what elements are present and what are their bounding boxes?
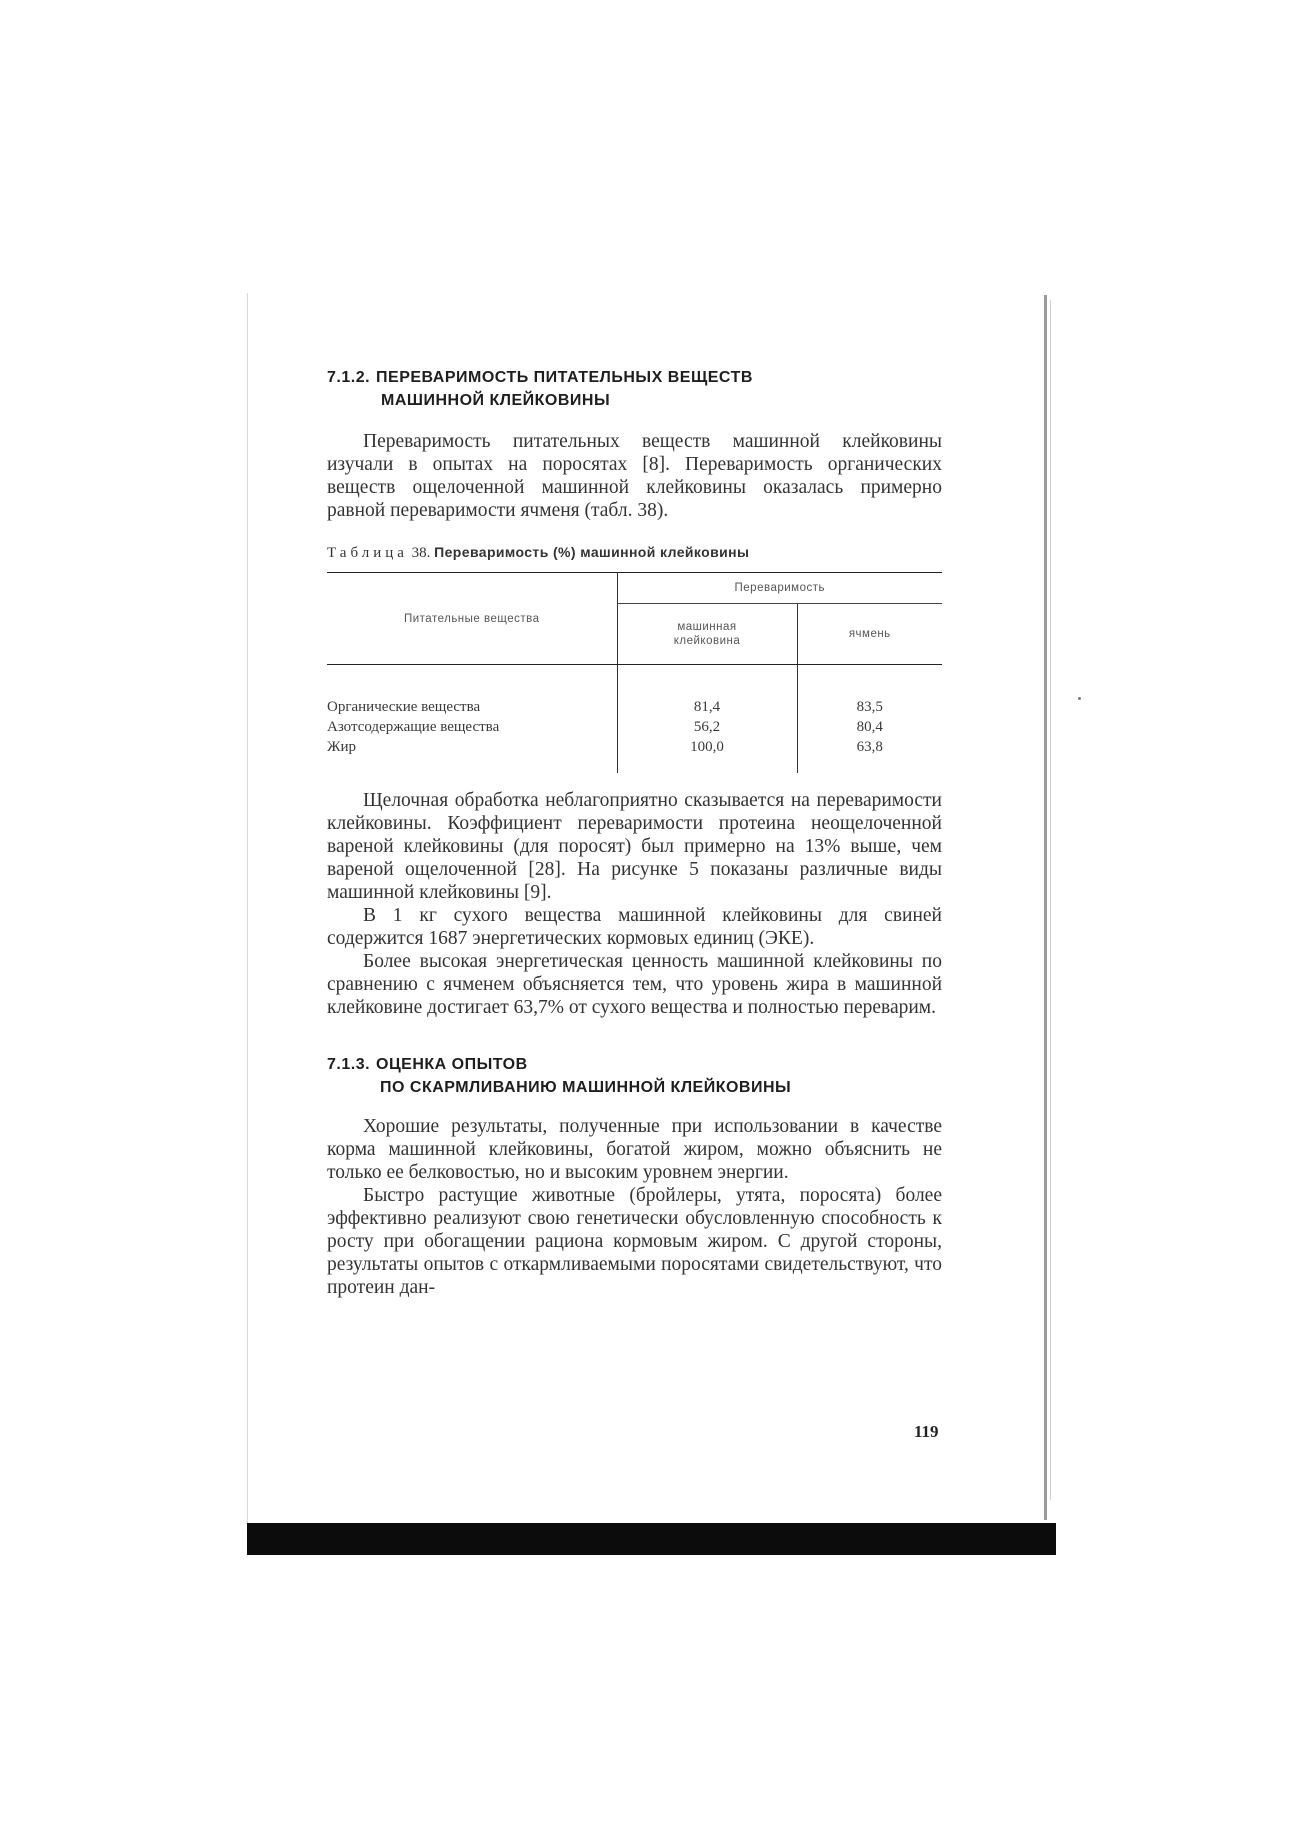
section-number: 7.1.2. bbox=[327, 369, 371, 386]
section-title-line2: ПО СКАРМЛИВАНИЮ МАШИННОЙ КЛЕЙКОВИНЫ bbox=[380, 1079, 792, 1096]
row-name: Жир bbox=[327, 739, 356, 755]
row-value-gluten: 56,2 bbox=[617, 717, 797, 737]
row-value-gluten: 100,0 bbox=[617, 737, 797, 757]
row-value-barley: 63,8 bbox=[797, 737, 942, 757]
table-caption-word: Таблица bbox=[327, 545, 408, 561]
table-caption bbox=[327, 544, 942, 562]
table-row bbox=[327, 737, 942, 757]
paragraph-6: Быстро растущие животные (бройлеры, утята, поросята) более эффективно реализуют свою генетически обусловленную способность к росту при обогащении рациона кормовым жиром. С другой стороны, результаты опытов с откармливаемыми поросятами свидетельствуют, что протеин дан- bbox=[327, 1185, 942, 1298]
page-content bbox=[327, 366, 942, 1299]
table-row bbox=[327, 717, 942, 737]
scan-left-edge bbox=[247, 293, 248, 1523]
scan-speck bbox=[1078, 697, 1081, 700]
table-caption-title: Переваримость (%) машинной клейковины bbox=[434, 544, 750, 560]
row-value-barley: 83,5 bbox=[797, 697, 942, 717]
scan-binding-line bbox=[1050, 300, 1051, 1500]
row-name: Органические вещества bbox=[327, 699, 481, 715]
paragraph-1: Переваримость питательных веществ машинной клейковины изучали в опытах на поросятах [8]. Переваримость органических веществ ощелоченной машинной клейковины оказалась примерно равной переваримости ячменя (табл. 38). bbox=[327, 431, 942, 521]
section-title-line1: ПЕРЕВАРИМОСТЬ ПИТАТЕЛЬНЫХ ВЕЩЕСТВ bbox=[376, 369, 753, 386]
row-name: Азотсодержащие вещества bbox=[327, 719, 500, 735]
paragraph-3: В 1 кг сухого вещества машинной клейковины для свиней содержится 1687 энергетических кормовых единиц (ЭКЕ). bbox=[327, 905, 942, 949]
scan-bottom-bar bbox=[247, 1523, 1056, 1555]
section-heading-7-1-2 bbox=[327, 366, 942, 412]
scan-binding-shadow bbox=[1044, 295, 1047, 1520]
row-value-barley: 80,4 bbox=[797, 717, 942, 737]
table-caption-number: 38. bbox=[411, 545, 431, 561]
paragraph-4: Более высокая энергетическая ценность машинной клейковины по сравнению с ячменем объясняется тем, что уровень жира в машинной клейковине достигает 63,7% от сухого вещества и полностью переварим. bbox=[327, 951, 942, 1018]
section-heading-7-1-3 bbox=[327, 1053, 942, 1099]
header-rowlabel: Питательные вещества bbox=[327, 573, 617, 665]
section-title-line2: МАШИННОЙ КЛЕЙКОВИНЫ bbox=[381, 392, 611, 409]
digestibility-table bbox=[327, 572, 942, 773]
header-col-machine-gluten: машинная клейковина bbox=[617, 604, 797, 665]
row-value-gluten: 81,4 bbox=[617, 697, 797, 717]
header-group: Переваримость bbox=[617, 573, 942, 604]
paragraph-5: Хорошие результаты, полученные при использовании в качестве корма машинной клейковины, богатой жиром, можно объяснить не только ее белковостью, но и высоким уровнем энергии. bbox=[327, 1116, 942, 1183]
table-row bbox=[327, 697, 942, 717]
page-number: 119 bbox=[914, 1422, 939, 1441]
paragraph-2: Щелочная обработка неблагоприятно сказывается на переваримости клейковины. Коэффициент переваримости протеина неощелоченной вареной клейковины (для поросят) был примерно на 13% выше, чем вареной ощелоченной [28]. На рисунке 5 показаны различные виды машинной клейковины [9]. bbox=[327, 790, 942, 903]
section-title-line1: ОЦЕНКА ОПЫТОВ bbox=[376, 1056, 528, 1073]
section-number: 7.1.3. bbox=[327, 1056, 371, 1073]
header-col-barley: ячмень bbox=[797, 604, 942, 665]
